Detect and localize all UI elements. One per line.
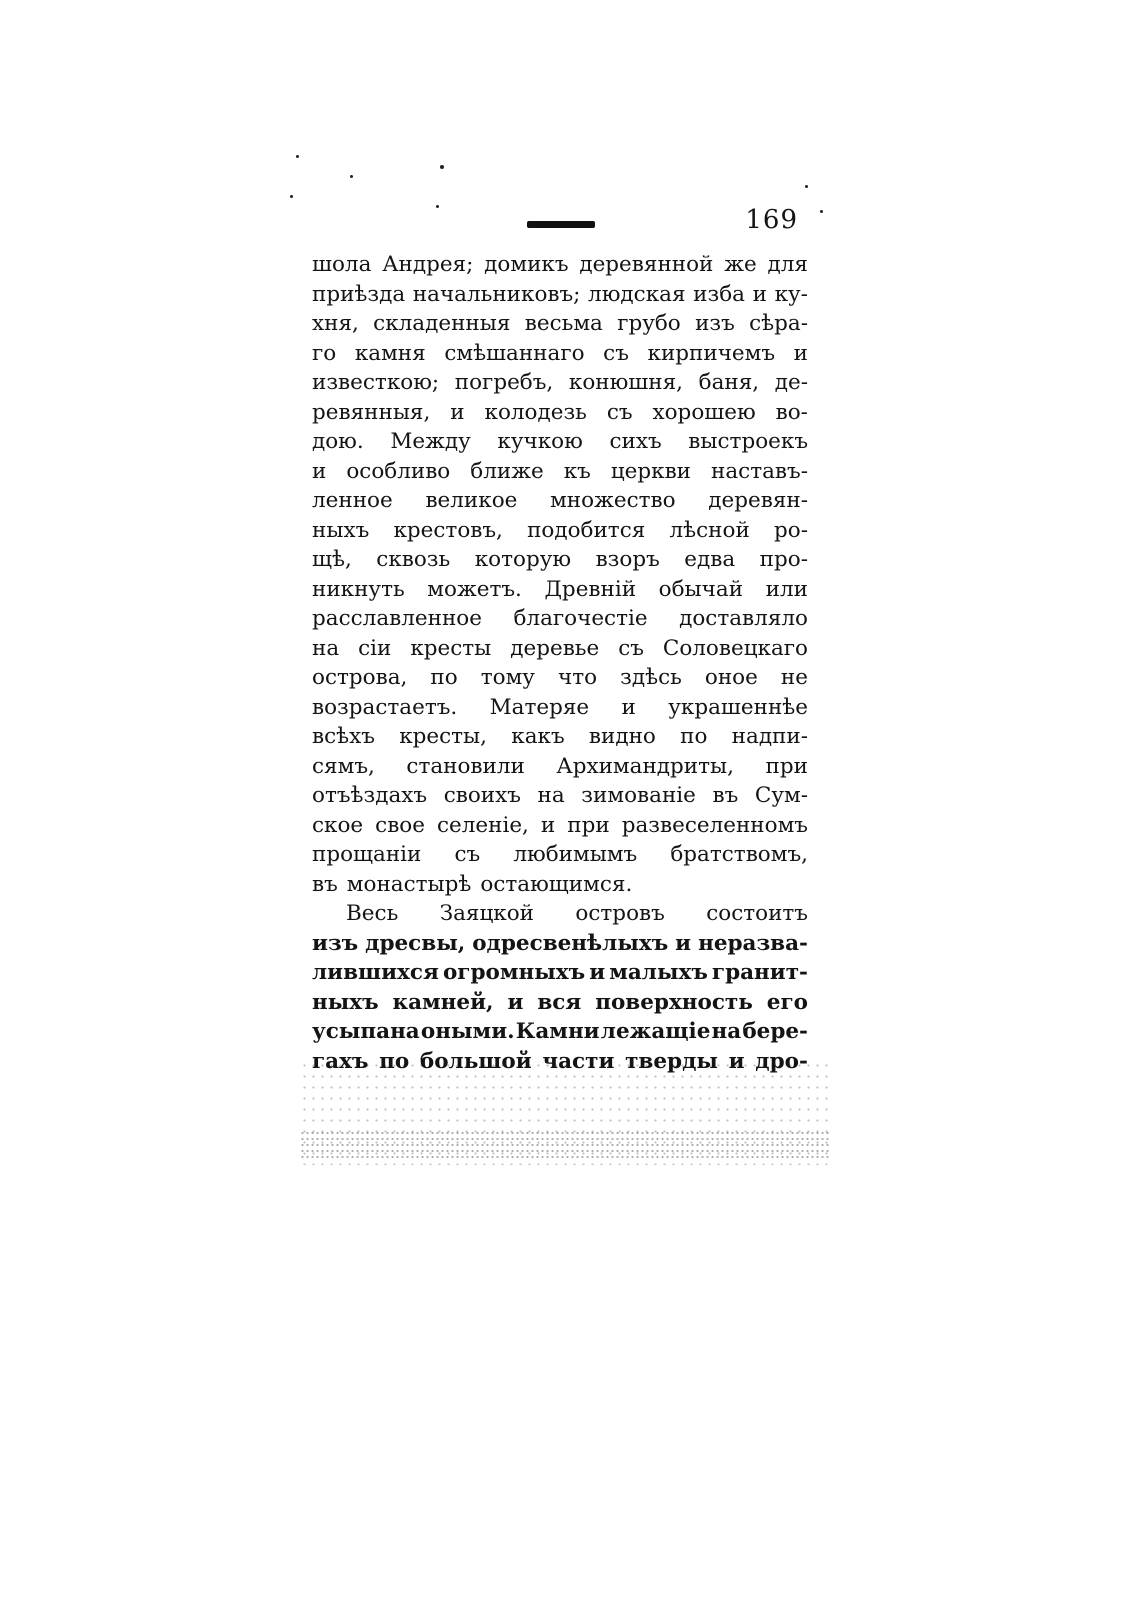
text-line: сямъ, становили Архимандриты, при [312, 753, 808, 779]
text-line: и особливо ближе къ церкви наставъ- [312, 458, 808, 484]
text-line: въ монастырѣ остающимся. [312, 871, 633, 897]
text-line: хня, складенныя весьма грубо изъ сѣра- [312, 311, 808, 336]
text-line: на сіи кресты деревье съ Соловецкаго [312, 635, 808, 661]
scan-speck [805, 185, 808, 188]
text-line: известкою; погребъ, конюшня, баня, де- [312, 370, 808, 395]
text-line: возрастаетъ. Матеряе и украшеннѣе [312, 694, 808, 720]
text-line: изъ дресвы, одресвенѣлыхъ и неразва- [312, 930, 808, 956]
text-line: ревянныя, и колодезь съ хорошею во- [312, 399, 808, 425]
scan-speck [820, 210, 823, 213]
text-line: дою. Между кучкою сихъ выстроекъ [312, 429, 808, 454]
scan-speck [350, 175, 353, 178]
text-line: всѣхъ кресты, какъ видно по надпи- [312, 724, 808, 749]
scan-speck [436, 205, 439, 208]
text-line: шола Андрея; домикъ деревянной же для [312, 252, 808, 277]
text-line: никнуть можетъ. Древній обычай или [312, 576, 808, 602]
text-line: ское свое селеніе, и при развеселенномъ [312, 812, 808, 838]
running-head [315, 205, 810, 245]
scan-speck [440, 165, 444, 169]
text-line: прощаніи съ любимымъ братствомъ, [312, 842, 808, 867]
text-line: приѣзда начальниковъ; людская изба и ку- [312, 281, 808, 307]
text-line: щѣ, сквозь которую взоръ едва про- [312, 547, 808, 572]
scan-noise [300, 1130, 830, 1160]
text-line: гахъ по большой части тверды и дро- [312, 1048, 808, 1074]
text-line: отъѣздахъ своихъ на зимованіе въ Сум- [312, 783, 808, 808]
text-line: го камня смѣшаннаго съ кирпичемъ и [312, 340, 808, 366]
text-line: усыпана оными. Камни лежащіе на бере- [312, 1019, 808, 1044]
scan-speck [296, 155, 299, 158]
text-line: расславленное благочестіе доставляло [312, 606, 808, 631]
page-number: 169 [745, 205, 798, 235]
scan-speck [290, 195, 293, 198]
text-line: ныхъ камней, и вся поверхность его [312, 989, 808, 1015]
text-line: ленное великое множество деревян- [312, 488, 808, 513]
text-line: острова, по тому что здѣсь оное не [312, 665, 808, 690]
text-line: ныхъ крестовъ, подобится лѣсной ро- [312, 517, 808, 543]
header-ornament-rule [527, 221, 595, 228]
text-line: лившихся огромныхъ и малыхъ гранит- [312, 960, 808, 985]
paragraph-start-line: Весь Заяцкой островъ состоитъ [346, 901, 808, 926]
body-text [312, 250, 808, 1076]
